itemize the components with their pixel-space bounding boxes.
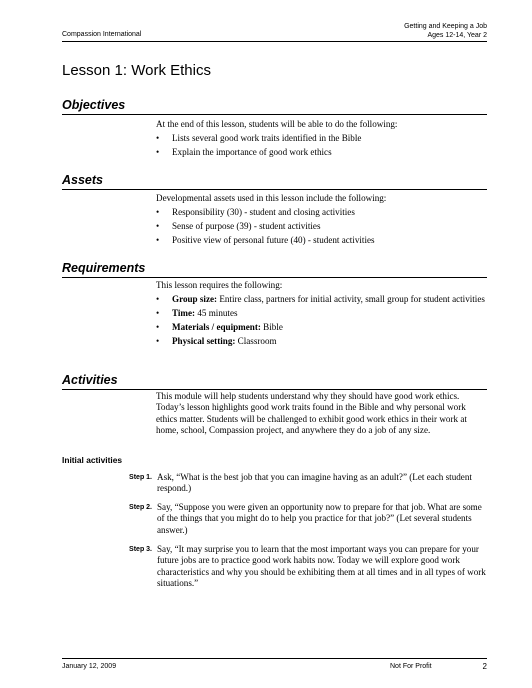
list-item: • Lists several good work traits identified in the Bible — [156, 133, 362, 143]
step-text: Say, “Suppose you were given an opportunity now to prepare for that job. What are some of the things that you might do to help you practice for that job?” (Let several students answer.) — [157, 502, 482, 535]
bullet-icon: • — [156, 221, 160, 231]
header-course-ages: Ages 12-14, Year 2 — [427, 32, 487, 39]
bullet-icon: • — [156, 308, 160, 318]
requirements-intro: This lesson requires the following: — [156, 280, 283, 290]
list-item: • Responsibility (30) - student and closing activities — [156, 207, 355, 217]
step-text: Ask, “What is the best job that you can imagine having as an adult?” (Let each student respond.) — [157, 472, 472, 494]
requirement-value: Classroom — [235, 336, 277, 346]
header-rule — [62, 41, 487, 42]
step-label: Step 2. — [129, 504, 152, 511]
objectives-list — [156, 133, 488, 161]
list-item — [156, 336, 488, 347]
list-item — [156, 322, 488, 333]
bullet-icon: • — [156, 294, 160, 304]
requirement-value: 45 minutes — [195, 308, 238, 318]
list-item — [156, 308, 488, 319]
requirement-value: Entire class, partners for initial activity, small group for student activities — [217, 294, 485, 304]
requirements-heading: Requirements — [62, 261, 146, 275]
step-label: Step 1. — [129, 474, 152, 481]
list-item: • Explain the importance of good work ethics — [156, 147, 332, 157]
bullet-icon: • — [156, 336, 160, 346]
objectives-heading: Objectives — [62, 98, 126, 112]
assets-heading: Assets — [62, 173, 103, 187]
header-course-title: Getting and Keeping a Job — [404, 23, 487, 30]
assets-list — [156, 207, 488, 249]
list-item: • Positive view of personal future (40) - student activities — [156, 235, 375, 245]
list-item — [156, 294, 488, 305]
initial-activities-heading: Initial activities — [62, 455, 123, 465]
activities-rule — [62, 389, 487, 390]
bullet-icon: • — [156, 147, 160, 157]
objectives-rule — [62, 114, 487, 115]
assets-rule — [62, 189, 487, 190]
bullet-icon: • — [156, 235, 160, 245]
objectives-intro: At the end of this lesson, students will be able to do the following: — [156, 119, 398, 129]
footer-label: Not For Profit — [390, 663, 432, 670]
requirement-label: Physical setting: — [172, 336, 236, 346]
requirement-label: Time: — [172, 308, 196, 318]
bullet-icon: • — [156, 322, 160, 332]
activities-heading: Activities — [62, 373, 118, 387]
requirements-list — [156, 294, 488, 350]
step-label: Step 3. — [129, 546, 152, 553]
requirement-label: Group size: — [172, 294, 218, 304]
requirements-rule — [62, 277, 487, 278]
footer-date: January 12, 2009 — [62, 663, 117, 670]
footer-rule — [62, 658, 487, 659]
activities-intro: This module will help students understand why they should have good work ethics. Today’s lesson highlights good work traits found in the Bible and why personal work ethics matter. Students will be challenged to exhibit good work ethics in their work at home, school, Compassion project, and anywhere they do a job of any size. — [156, 391, 467, 436]
assets-intro: Developmental assets used in this lesson include the following: — [156, 193, 387, 203]
header-course-info — [404, 22, 487, 40]
lesson-title: Lesson 1: Work Ethics — [62, 62, 211, 79]
requirement-value: Bible — [260, 322, 283, 332]
page-number: 2 — [482, 662, 487, 671]
step-text: Say, “It may surprise you to learn that the most important ways you can prepare for your future jobs are to practice good work habits now. Today we will explore good work characteristics and why you should be exhibiting them at all times and in all types of work situations.” — [157, 544, 486, 589]
header-organization: Compassion International — [62, 31, 142, 38]
list-item: • Sense of purpose (39) - student activities — [156, 221, 321, 231]
requirement-label: Materials / equipment: — [172, 322, 261, 332]
bullet-icon: • — [156, 133, 160, 143]
bullet-icon: • — [156, 207, 160, 217]
